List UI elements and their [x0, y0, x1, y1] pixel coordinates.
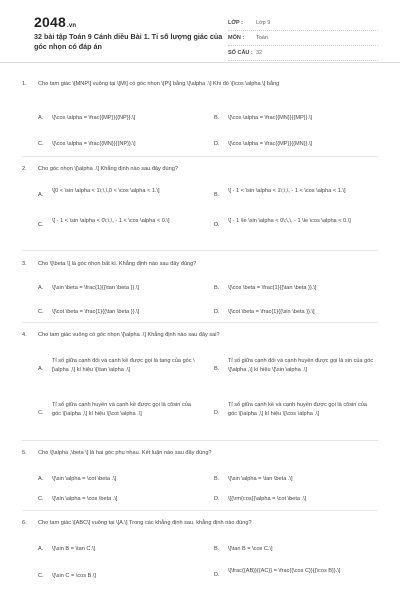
question-text: Cho tam giác \[MNP\] vuông tại \[M\] có góc nhọn \[P\] bằng \[\alpha .\] Khi đó \[\cos \alpha \] bằng — [38, 81, 280, 87]
option-b[interactable] — [214, 545, 374, 553]
option-text: \[\cos \alpha = \frac{{MP}}{{MN}}.\] — [228, 141, 313, 148]
logo-text: 2048 — [34, 14, 66, 30]
question-text: Cho \[\beta \] là góc nhọn bất kì. Khẳng định nào sau đây đúng? — [38, 261, 197, 267]
option-c[interactable] — [38, 308, 198, 316]
option-label: A. — [38, 115, 44, 122]
option-label: C. — [38, 496, 44, 503]
logo-suffix: .vn — [66, 23, 77, 29]
option-d[interactable] — [214, 567, 374, 579]
option-c[interactable] — [38, 572, 198, 580]
option-text: \[{\rm{cos}}\alpha = \cot \beta .\] — [228, 496, 307, 503]
option-d[interactable] — [214, 495, 374, 503]
divider — [22, 156, 378, 157]
option-text: \[ - 1 < \sin \alpha < 1\;\,\, - 1 < \cos \alpha < 1.\] — [228, 188, 346, 195]
option-a[interactable] — [38, 284, 198, 292]
question-text: Cho \[\alpha ,\beta \] là hai góc phụ nhau. Kết luận nào sau đây đúng? — [38, 450, 212, 456]
option-label: B. — [214, 476, 220, 483]
option-label: A. — [38, 366, 44, 373]
option-label: D. — [214, 309, 220, 316]
meta-row-count — [228, 46, 378, 61]
question-1 — [22, 80, 384, 148]
option-label: B. — [214, 285, 220, 292]
option-d[interactable] — [214, 217, 374, 229]
option-text: Tỉ số giữa cạnh kề và cạnh huyền được gọi là côsin của góc \[\alpha ,\] kí hiệu \[\cos \alpha .\] — [228, 402, 367, 417]
page-header — [0, 0, 400, 63]
option-label: A. — [38, 546, 44, 553]
option-text: Tỉ số giữa cạnh huyền và cạnh kề được gọi là côsin của góc \[\alpha ,\] kí hiệu \[\cot \alpha .\] — [52, 402, 191, 417]
option-label: A. — [38, 285, 44, 292]
question-5 — [22, 449, 384, 503]
question-text: Cho tam giác vuông có góc nhọn \[\alpha .\] Khẳng định nào sau đây sai? — [38, 332, 220, 338]
option-text: \[\tan B = \cos C.\] — [228, 546, 273, 553]
option-c[interactable] — [38, 140, 198, 148]
option-a[interactable] — [38, 475, 198, 483]
question-text: Cho góc nhọn \[\alpha .\] Khẳng định nào sau đây đúng? — [38, 166, 178, 172]
option-c[interactable] — [38, 495, 198, 503]
question-4 — [22, 331, 384, 417]
option-label: B. — [214, 115, 220, 122]
option-d[interactable] — [214, 401, 374, 418]
option-a[interactable] — [38, 187, 198, 199]
meta-label: LỚP : — [228, 20, 243, 26]
option-text: \[\cos \alpha = \frac{{MP}}{{NP}}.\] — [52, 115, 136, 122]
question-number: 4. — [22, 332, 27, 338]
option-label: A. — [38, 476, 44, 483]
option-text: \[ - 1 < \sin \alpha < 0\;\,\, - 1 < \cos \alpha < 0.\] — [52, 218, 170, 225]
option-label: B. — [214, 546, 220, 553]
option-text: \[\cos \beta = \frac{1}{{\tan \beta }}.\] — [228, 285, 317, 292]
meta-label: MÔN : — [228, 35, 245, 41]
question-number: 5. — [22, 450, 27, 456]
question-number: 6. — [22, 520, 27, 526]
meta-value: Toán — [256, 35, 268, 41]
option-b[interactable] — [214, 114, 374, 122]
question-6 — [22, 519, 384, 580]
option-label: B. — [214, 366, 220, 373]
meta-value: Lớp 9 — [256, 20, 271, 26]
meta-label: SỐ CÂU : — [228, 50, 253, 56]
option-text: \[\cot \beta = \frac{1}{{\tan \beta }}.\] — [52, 309, 140, 316]
option-label: D. — [214, 141, 220, 148]
option-text: \[\frac{{AB}}{{AC}} = \frac{{\cos C}}{{\cos B}}.\] — [228, 568, 341, 575]
meta-table — [228, 16, 378, 61]
option-a[interactable] — [38, 545, 198, 553]
option-text: \[ - 1 \le \sin \alpha < 0\;\,\, - 1 \le \cos \alpha < 0.\] — [228, 218, 351, 225]
page-title: 32 bài tập Toán 9 Cánh diều Bài 1. Tỉ số lượng giác của góc nhọn có đáp án — [34, 32, 223, 51]
option-d[interactable] — [214, 308, 374, 316]
option-b[interactable] — [214, 187, 374, 199]
question-2 — [22, 165, 384, 229]
option-text: \[\sin \alpha = \cot \beta .\] — [52, 476, 117, 483]
option-b[interactable] — [214, 475, 374, 483]
option-label: C. — [38, 410, 44, 417]
option-a[interactable] — [38, 357, 198, 374]
meta-value: 32 — [256, 50, 263, 56]
divider — [22, 440, 378, 441]
option-label: B. — [214, 192, 220, 199]
option-label: D. — [214, 496, 220, 503]
option-label: D. — [214, 572, 220, 579]
option-b[interactable] — [214, 284, 374, 292]
divider — [22, 250, 378, 251]
option-text: \[\cos \alpha = \frac{{MN}}{{MP}}.\] — [228, 115, 313, 122]
option-label: C. — [38, 309, 44, 316]
option-label: D. — [214, 410, 220, 417]
option-text: Tỉ số giữa cạnh đối và cạnh kề được gọi là tang của góc \[\alpha ,\] kí hiệu \[\tan \alpha .\] — [52, 358, 195, 373]
divider — [22, 510, 378, 511]
option-label: A. — [38, 192, 44, 199]
option-text: \[\cos \alpha = \frac{{MN}}{{NP}}.\] — [52, 141, 136, 148]
option-label: D. — [214, 222, 220, 229]
option-c[interactable] — [38, 217, 198, 229]
site-logo[interactable] — [34, 14, 76, 30]
option-text: \[\sin B = \tan C.\] — [52, 546, 96, 553]
option-d[interactable] — [214, 140, 374, 148]
option-text: \[\cot \beta = \frac{1}{{\sin \beta }}.\] — [228, 309, 315, 316]
option-text: \[0 < \sin \alpha < 1\;\,\,0 < \cos \alpha < 1.\] — [52, 188, 160, 195]
question-text: Cho tam giác \[ABC\] vuông tại \[A.\] Trong các khẳng định sau, khẳng định nào đúng? — [38, 520, 252, 526]
option-label: C. — [38, 222, 44, 229]
option-text: \[\sin \alpha = \tan \beta .\] — [228, 476, 293, 483]
question-number: 3. — [22, 261, 27, 267]
option-text: \[\sin C = \cos B.\] — [52, 573, 96, 580]
option-b[interactable] — [214, 357, 374, 374]
option-text: \[\sin \beta = \frac{1}{{\tan \beta }}.\] — [52, 285, 139, 292]
option-text: \[\sin \alpha = \cos \beta .\] — [52, 496, 118, 503]
divider — [22, 322, 378, 323]
question-number: 2. — [22, 166, 27, 172]
question-number: 1. — [22, 81, 27, 87]
meta-row-grade — [228, 16, 378, 31]
option-label: C. — [38, 573, 44, 580]
question-3 — [22, 260, 384, 316]
option-label: C. — [38, 141, 44, 148]
meta-row-subject — [228, 31, 378, 46]
option-text: Tỉ số giữa cạnh đối và cạnh huyền được gọi là sin của góc \[\alpha ,\] kí hiệu \[\sin \alpha .\] — [228, 358, 374, 373]
option-a[interactable] — [38, 114, 198, 122]
option-c[interactable] — [38, 401, 198, 418]
